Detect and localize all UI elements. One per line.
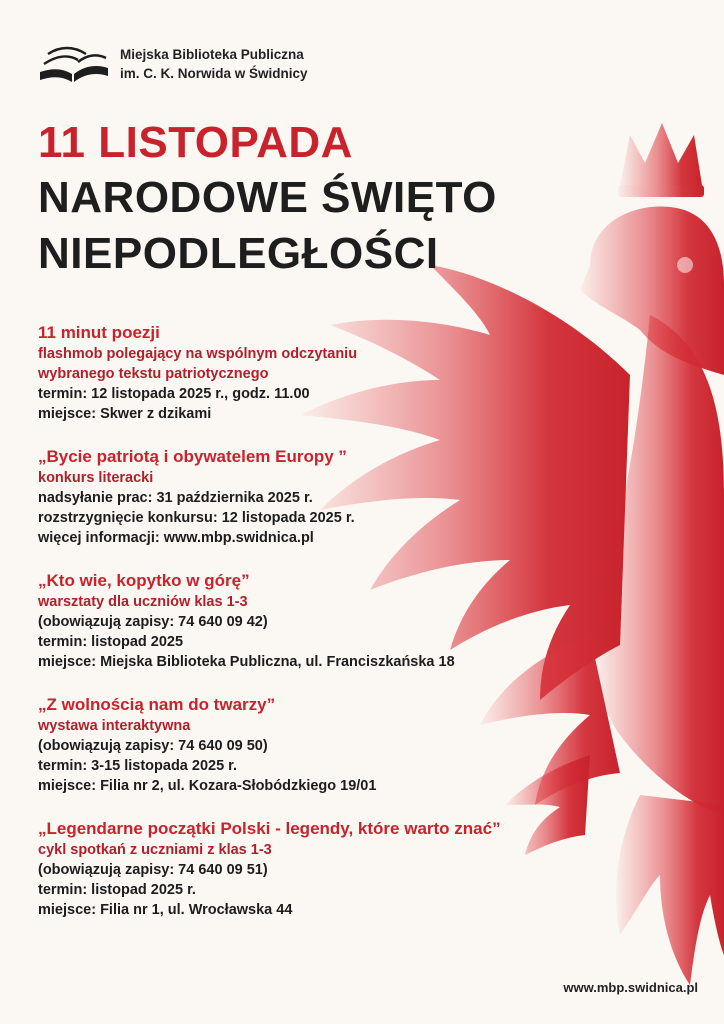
event-subtitle: flashmob polegający na wspólnym odczytaniu (38, 346, 358, 362)
event-item (38, 446, 578, 548)
title-date: 11 LISTOPADA (38, 118, 353, 167)
event-title: 11 minut poezji (38, 323, 160, 342)
library-header (38, 42, 308, 86)
event-detail: rozstrzygnięcie konkursu: 12 listopada 2025 r. (38, 510, 355, 526)
event-detail: termin: 12 listopada 2025 r., godz. 11.00 (38, 386, 310, 402)
event-subtitle: cykl spotkań z uczniami z klas 1-3 (38, 842, 272, 858)
event-subtitle: wybranego tekstu patriotycznego (38, 366, 269, 382)
footer-website-link[interactable]: www.mbp.swidnica.pl (563, 980, 698, 995)
event-detail: miejsce: Filia nr 1, ul. Wrocławska 44 (38, 902, 293, 918)
event-title: „Kto wie, kopytko w górę” (38, 571, 250, 590)
title-line1: NARODOWE ŚWIĘTO (38, 173, 497, 222)
event-detail: nadsyłanie prac: 31 października 2025 r. (38, 490, 313, 506)
event-detail: miejsce: Skwer z dzikami (38, 406, 212, 422)
event-title: „Z wolnością nam do twarzy” (38, 695, 276, 714)
event-detail: (obowiązują zapisy: 74 640 09 50) (38, 738, 268, 754)
event-detail: (obowiązują zapisy: 74 640 09 51) (38, 862, 268, 878)
event-detail: termin: listopad 2025 r. (38, 882, 196, 898)
event-detail: miejsce: Miejska Biblioteka Publiczna, ul. Franciszkańska 18 (38, 654, 455, 670)
event-detail: termin: 3-15 listopada 2025 r. (38, 758, 238, 774)
event-detail: miejsce: Filia nr 2, ul. Kozara-Słobódzkiego 19/01 (38, 778, 377, 794)
event-title: „Legendarne początki Polski - legendy, które warto znać” (38, 819, 501, 838)
event-item (38, 694, 578, 796)
library-name-line1: Miejska Biblioteka Publiczna (120, 47, 304, 62)
event-item (38, 570, 578, 672)
event-item (38, 322, 578, 424)
event-item (38, 818, 578, 920)
events-list (38, 322, 578, 942)
event-subtitle: konkurs literacki (38, 470, 154, 486)
event-subtitle: warsztaty dla uczniów klas 1-3 (38, 594, 248, 610)
event-title: „Bycie patriotą i obywatelem Europy ” (38, 447, 347, 466)
event-detail: (obowiązują zapisy: 74 640 09 42) (38, 614, 268, 630)
event-detail: termin: listopad 2025 (38, 634, 184, 650)
event-subtitle: wystawa interaktywna (38, 718, 191, 734)
page-title (38, 170, 497, 282)
library-name-line2: im. C. K. Norwida w Świdnicy (120, 66, 308, 81)
title-line2: NIEPODLEGŁOŚCI (38, 229, 439, 278)
event-detail: więcej informacji: www.mbp.swidnica.pl (38, 530, 314, 546)
open-book-logo-icon (38, 42, 110, 86)
